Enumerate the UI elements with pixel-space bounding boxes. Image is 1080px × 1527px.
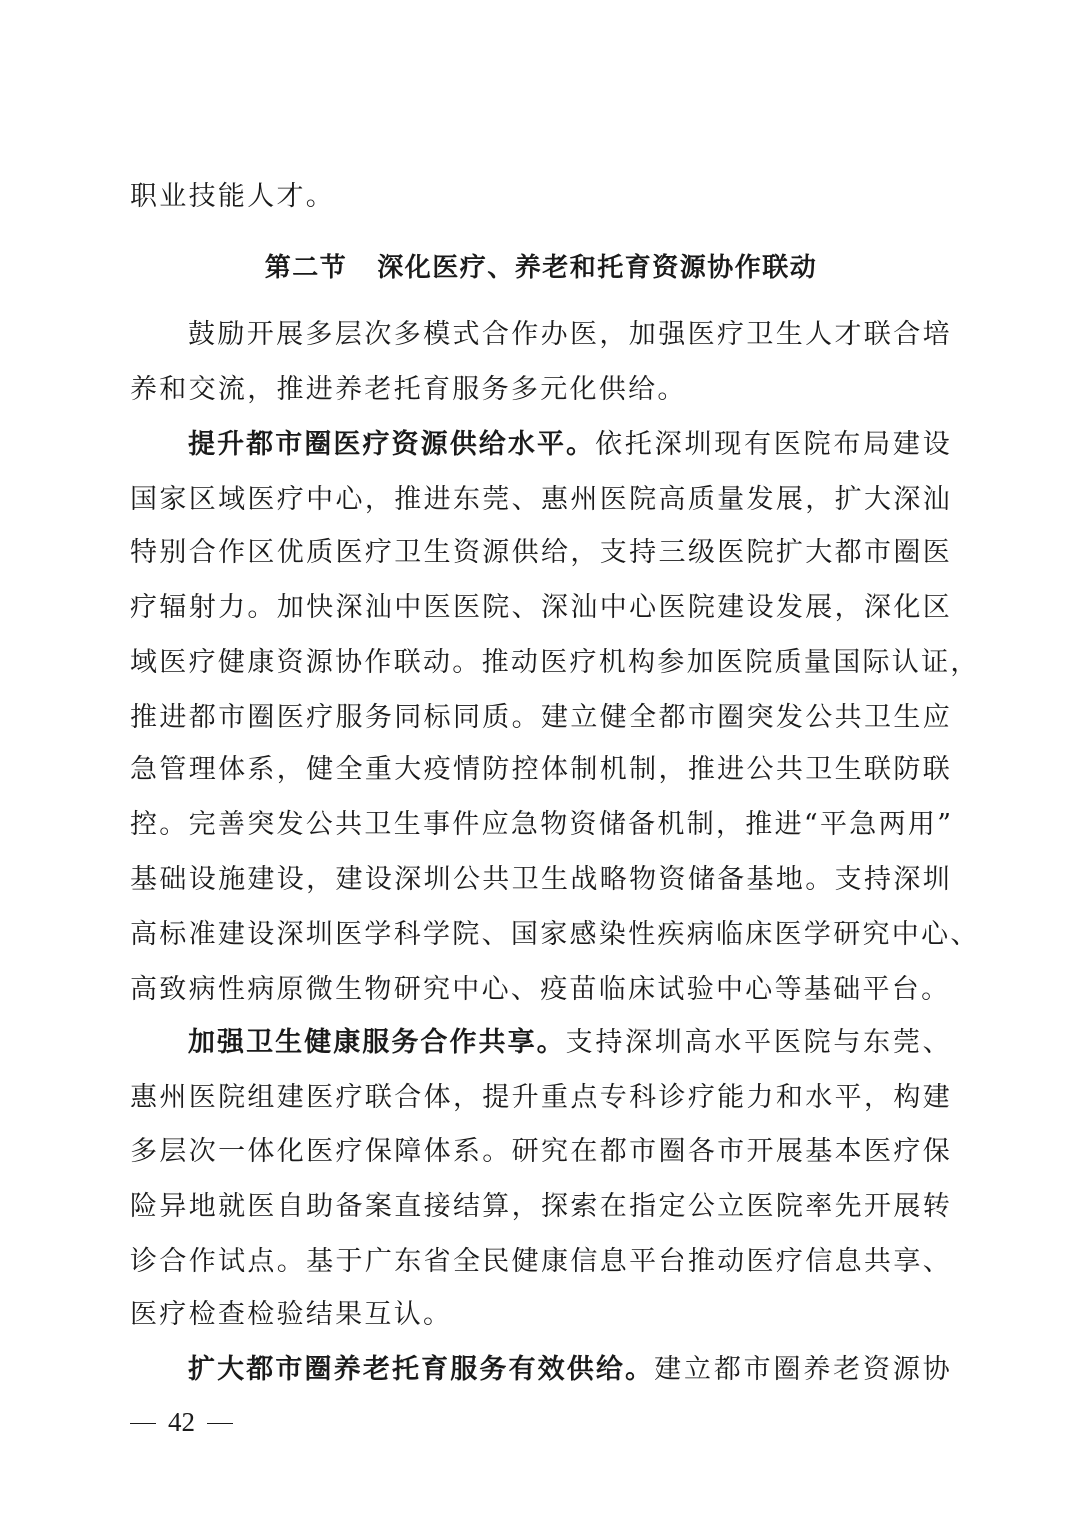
section-title: 深化医疗、养老和托育资源协作联动 (377, 253, 818, 283)
paragraph-3-first-rest: 建立都市圈养老资源协 (654, 1354, 952, 1385)
paragraph-1-line: 基础设施建设，建设深圳公共卫生战略物资储备基地。支持深圳 (130, 864, 952, 895)
paragraph-2-bold-lead: 加强卫生健康服务合作共享。 (188, 1027, 566, 1058)
intro-line-1: 鼓励开展多层次多模式合作办医，加强医疗卫生人才联合培 (188, 319, 952, 350)
continuation-line: 职业技能人才。 (130, 181, 336, 212)
section-heading (130, 248, 952, 288)
paragraph-1-line: 域医疗健康资源协作联动。推动医疗机构参加医院质量国际认证， (130, 647, 980, 678)
paragraph-2-first-line (130, 1023, 952, 1063)
page-number (130, 1402, 233, 1442)
page-number-value: 42 (168, 1407, 195, 1437)
paragraph-2-line: 惠州医院组建医疗联合体，提升重点专科诊疗能力和水平，构建 (130, 1082, 952, 1113)
dash-left (130, 1423, 156, 1424)
paragraph-1-line: 推进都市圈医疗服务同标同质。建立健全都市圈突发公共卫生应 (130, 702, 952, 733)
paragraph-1-line: 急管理体系，健全重大疫情防控体制机制，推进公共卫生联防联 (130, 754, 952, 785)
paragraph-1-first-rest: 依托深圳现有医院布局建设 (595, 429, 952, 460)
paragraph-1-line: 高标准建设深圳医学科学院、国家感染性疾病临床医学研究中心、 (130, 919, 980, 950)
section-number: 第二节 (264, 253, 348, 283)
paragraph-1-bold-lead: 提升都市圈医疗资源供给水平。 (188, 429, 596, 460)
paragraph-3-bold-lead: 扩大都市圈养老托育服务有效供给。 (188, 1354, 655, 1385)
dash-right (207, 1423, 233, 1424)
paragraph-2-line: 多层次一体化医疗保障体系。研究在都市圈各市开展基本医疗保 (130, 1136, 952, 1167)
paragraph-1-line: 疗辐射力。加快深汕中医医院、深汕中心医院建设发展，深化区 (130, 592, 952, 623)
intro-line-2: 养和交流，推进养老托育服务多元化供给。 (130, 374, 687, 405)
paragraph-1-line: 控。完善突发公共卫生事件应急物资储备机制，推进“平急两用” (130, 809, 954, 840)
paragraph-1-line: 特别合作区优质医疗卫生资源供给，支持三级医院扩大都市圈医 (130, 537, 952, 568)
paragraph-1-line: 国家区域医疗中心，推进东莞、惠州医院高质量发展，扩大深汕 (130, 484, 952, 515)
paragraph-1-first-line (130, 425, 952, 465)
paragraph-1-line: 高致病性病原微生物研究中心、疫苗临床试验中心等基础平台。 (130, 974, 951, 1005)
paragraph-2-first-rest: 支持深圳高水平医院与东莞、 (565, 1027, 952, 1058)
paragraph-2-line: 险异地就医自助备案直接结算，探索在指定公立医院率先开展转 (130, 1191, 952, 1222)
paragraph-2-line: 诊合作试点。基于广东省全民健康信息平台推动医疗信息共享、 (130, 1246, 952, 1277)
paragraph-3-first-line (130, 1350, 952, 1390)
paragraph-2-line: 医疗检查检验结果互认。 (130, 1299, 453, 1330)
